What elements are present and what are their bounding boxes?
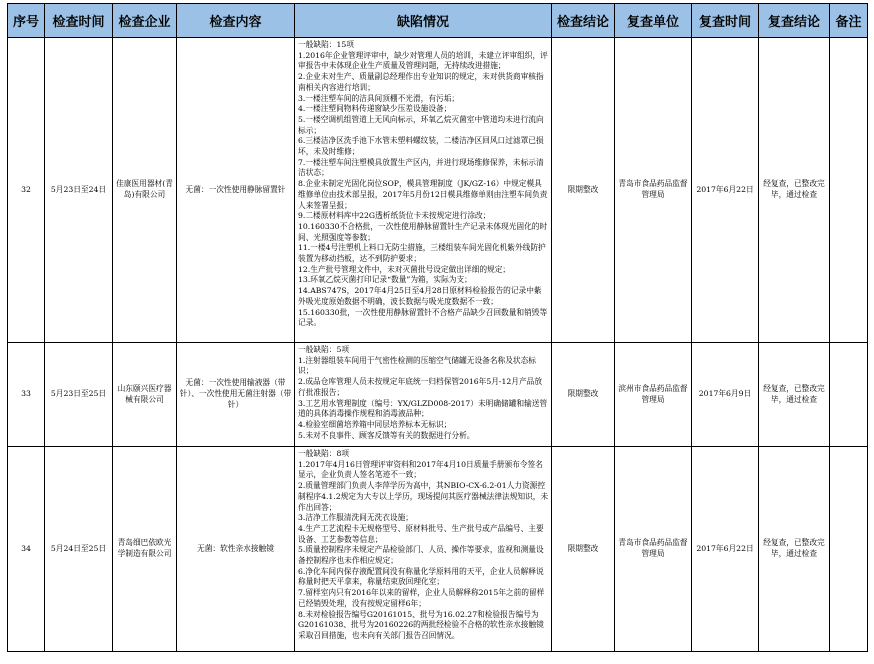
defect-item: 12.生产批号管理文件中，未对灭菌批号设定做出详细的规定；	[298, 264, 511, 274]
defect-item: 13.环氧乙烷灭菌打印记录“数量”为箱，实际为支；	[298, 275, 472, 285]
cell-company: 佳康医用器材(青岛)有限公司	[113, 38, 177, 343]
defect-item: 2.企业未对生产、质量副总经理作出专业知识的规定，未对供货商审核指南相关内容进行培训；	[298, 72, 544, 92]
cell-remarks	[830, 343, 868, 447]
header-recheck-time: 复查时间	[692, 4, 759, 38]
defect-item: 2.质量管理部门负责人李萍学历为高中，其NBIO-CX-6.2-01人力资源控制程序4.1.2规定为大专以上学历，现场提问其医疗器械法律法规知识，未作出回答；	[298, 481, 549, 512]
defect-item: 5.一楼空调机组管道上无风向标示，环氧乙烷灭菌室中管道均未进行流向标示；	[298, 114, 544, 135]
header-content: 检查内容	[177, 4, 295, 38]
cell-inspect-time: 5月23日至24日	[45, 38, 113, 343]
cell-recheck-time: 2017年6月22日	[692, 38, 759, 343]
cell-conclusion: 限期整改	[552, 38, 615, 343]
header-inspect-time: 检查时间	[45, 4, 113, 38]
cell-company: 青岛细巴依欧光学制造有限公司	[113, 447, 177, 652]
cell-recheck-time: 2017年6月22日	[692, 447, 759, 652]
cell-seq: 32	[8, 38, 45, 343]
defect-item: 8.企业未制定光固化岗位SOP，模具管理制度（JK/GZ-16）中规定模具维修单位由技术部呈报，2017年5月份12日模具维修单则由注塑车间负责人来签署呈报；	[298, 179, 548, 210]
cell-recheck-conclusion: 经复查，已整改完毕，通过检查	[759, 343, 830, 447]
header-recheck-unit: 复查单位	[615, 4, 692, 38]
cell-seq: 33	[8, 343, 45, 447]
cell-company: 山东颐兴医疗器械有限公司	[113, 343, 177, 447]
cell-recheck-conclusion: 经复查，已整改完毕，通过检查	[759, 447, 830, 652]
defect-item: 1.2016年企业管理评审中，缺少对管理人员的培训，未建立评审组织，评审报告中未体现企业生产质量及管理问题，无持续改进措施；	[298, 50, 548, 71]
defect-item: 3.一楼注塑车间的洁具间顶棚不光滑，有污垢；	[298, 93, 460, 103]
header-recheck-conclusion: 复查结论	[759, 4, 830, 38]
cell-content: 无菌：一次性使用静脉留置针	[177, 38, 295, 343]
header-defects: 缺陷情况	[295, 4, 552, 38]
header-seq: 序号	[8, 4, 45, 38]
cell-recheck-conclusion: 经复查，已整改完毕，通过检查	[759, 38, 830, 343]
header-conclusion: 检查结论	[552, 4, 615, 38]
cell-conclusion: 限期整改	[552, 447, 615, 652]
defect-item: 8.未对检验报告编号G20161015、批号为16.02.27和检验报告编号为G20161038、批号为20160226的两批经检验不合格的软性亲水接触镜采取召回措施，也未向有关部门报告召回情况。	[298, 609, 544, 640]
defect-item: 4.生产工艺流程卡无规格型号、原材料批号、生产批号或产品编号、主要设备、工艺参数等信息；	[298, 523, 544, 544]
defect-item: 2.成品仓库管理人员未按规定年底统一归档保管2016年5月-12月产品放行批准报告；	[298, 377, 543, 397]
cell-seq: 34	[8, 447, 45, 652]
defect-item: 5.未对不良事件、顾客反馈等有关的数据进行分析。	[298, 430, 475, 440]
table-row	[8, 38, 868, 343]
inspection-table-wrapper	[7, 3, 868, 652]
defect-item: 3.洁净工作服清洗间无洗衣设施；	[298, 513, 413, 523]
defect-item: 10.160330不合格批，一次性使用静脉留置针生产记录未体现光固化的时间、光照强度等参数；	[298, 221, 548, 242]
defects-title: 一般缺陷：5项	[298, 345, 350, 354]
cell-recheck-unit: 滨州市食品药品监督管理局	[615, 343, 692, 447]
header-row	[8, 4, 868, 38]
header-remarks: 备注	[830, 4, 868, 38]
defect-item: 14.ABS747S，2017年4月25日至4月28日原材料检验报告的记录中紫外吸光度原始数据不明确，波长数据与吸光度数据不一致；	[298, 286, 542, 306]
defect-item: 6.三楼洁净区洗手池下水管未塑料螺纹装，二楼洁净区回风口过滤罩已损坏，未及时维修；	[298, 136, 544, 157]
cell-inspect-time: 5月23日至25日	[45, 343, 113, 447]
cell-defects	[295, 447, 552, 652]
defect-item: 1.注射器组装车间用于气密性检测的压缩空气储罐无设备名称及状态标识；	[298, 355, 536, 376]
defect-item: 15.160330批，一次性使用静脉留置针不合格产品缺少召回数量和销毁等记录。	[298, 307, 548, 328]
defect-item: 4.检验室细菌培养箱中同层培养标本无标识；	[298, 419, 452, 429]
cell-content: 无菌：一次性使用输液器（带针）、一次性使用无菌注射器（带针）	[177, 343, 295, 447]
table-row	[8, 447, 868, 652]
cell-conclusion: 限期整改	[552, 343, 615, 447]
defect-item: 7.一楼注塑车间注塑模具放置生产区内，并进行现场维修保养，未标示清洁状态；	[298, 157, 544, 178]
defect-item: 3.工艺用水管理制度（编号：YX/GLZD008-2017）未明确储罐和输送管道的具体消毒操作规程和消毒液品种；	[298, 398, 548, 419]
header-company: 检查企业	[113, 4, 177, 38]
inspection-table	[7, 3, 868, 652]
cell-recheck-unit: 青岛市食品药品监督管理局	[615, 447, 692, 652]
cell-recheck-time: 2017年6月9日	[692, 343, 759, 447]
defects-title: 一般缺陷：8项	[298, 449, 350, 458]
cell-recheck-unit: 青岛市食品药品监督管理局	[615, 38, 692, 343]
cell-defects	[295, 38, 552, 343]
cell-remarks	[830, 447, 868, 652]
defect-item: 1.2017年4月16日管理评审资料和2017年4月10日质量手册颁布令签名显示，企业负责人签名笔迹不一致；	[298, 459, 543, 480]
defect-item: 5.质量控制程序未规定产品检验部门、人员、操作等要求，监视和测量设备控制程序也未作相应规定；	[298, 545, 544, 566]
defect-item: 6.净化车间内保存液配置间没有称量化学原料用的天平，企业人员解释说称量时把天平拿来，称量结束放回理化室；	[298, 566, 544, 587]
cell-remarks	[830, 38, 868, 343]
table-row	[8, 343, 868, 447]
cell-content: 无菌：软性亲水接触镜	[177, 447, 295, 652]
defect-item: 11.一楼4号注塑机上料口无防尘措施，三楼组装车间光固化机紫外线防护装置为移动挡板，达不到防护要求；	[298, 243, 546, 264]
cell-inspect-time: 5月24日至25日	[45, 447, 113, 652]
cell-defects	[295, 343, 552, 447]
defect-item: 4.一楼注塑间物料传递窗缺少压差设施设备；	[298, 104, 452, 114]
defects-title: 一般缺陷：15项	[298, 40, 354, 49]
defect-item: 7.留样室内只有2016年以来的留样，企业人员解释称2015年之前的留样已经销毁处理，没有按规定留样6年；	[298, 588, 545, 608]
defect-item: 9.二楼原材料库中22G透析纸货位卡未按规定进行涂改；	[298, 211, 491, 221]
